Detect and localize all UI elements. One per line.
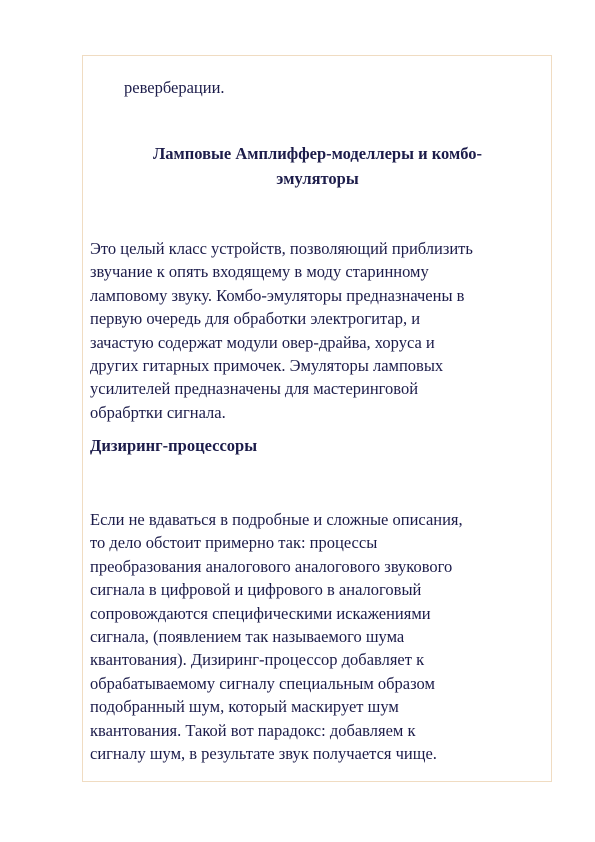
heading-line: эмуляторы [276, 169, 359, 188]
paragraph-line: ламповому звуку. Комбо-эмуляторы предназначены в [90, 285, 465, 305]
continued-text: реверберации. [124, 78, 225, 97]
paragraph-line: сопровождаются специфическими искажениями [90, 603, 431, 623]
paragraph-line: сигнала в цифровой и цифрового в аналоговый [90, 580, 422, 600]
paragraph-line: Если не вдаваться в подробные и сложные описания, [90, 510, 463, 529]
paragraph-line: звучание к опять входящему в моду старинному [90, 262, 429, 282]
paragraph-line: сигнала, (появлением так называемого шума [90, 627, 405, 647]
paragraph-tube-amp-modelers [90, 237, 552, 424]
paragraph-line: преобразования аналогового аналогового звукового [90, 556, 453, 576]
paragraph-line: первую очередь для обработки электрогитар, и [90, 309, 421, 329]
paragraph-dithering-processors [90, 508, 552, 765]
paragraph-line: сигналу шум, в результате звук получается чище. [90, 744, 437, 764]
paragraph-line: обрабатываемому сигналу специальным образом [90, 673, 435, 693]
paragraph-line: квантования). Дизиринг-процессор добавляет к [90, 650, 425, 670]
paragraph-line: зачастую содержат модули овер-драйва, хоруса и [90, 332, 435, 352]
paragraph-line: подобранный шум, который маскирует шум [90, 697, 399, 717]
paragraph-line: то дело обстоит примерно так: процессы [90, 533, 378, 553]
paragraph-line: усилителей предназначены для мастеринговой [90, 379, 419, 399]
section-heading-dithering-processors: Дизиринг-процессоры [90, 436, 258, 455]
paragraph-line: других гитарных примочек. Эмуляторы ламповых [90, 356, 444, 376]
heading-line: Ламповые Амплиффер-моделлеры и комбо- [153, 144, 482, 163]
paragraph-line: квантования. Такой вот парадокс: добавляем к [90, 720, 416, 740]
section-heading-tube-amp-modelers [95, 141, 540, 191]
paragraph-line: обрабртки сигнала. [90, 402, 226, 422]
paragraph-line: Это целый класс устройств, позволяющий приблизить [90, 239, 473, 258]
